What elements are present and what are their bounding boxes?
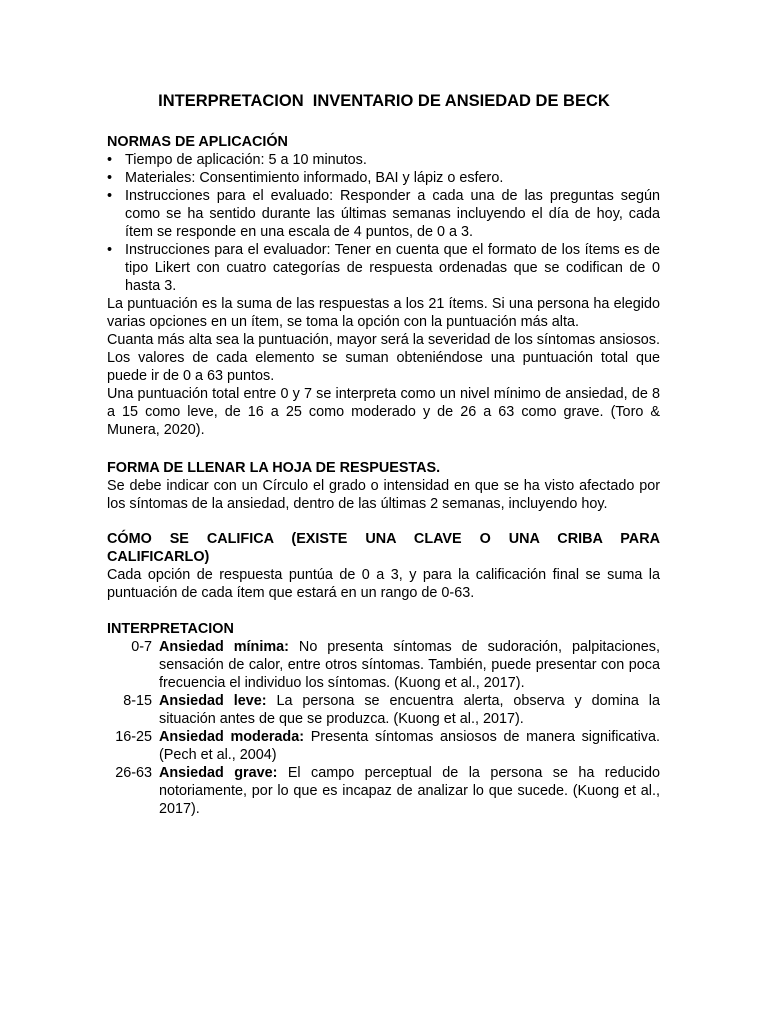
bullet-item: • Instrucciones para el evaluador: Tener en cuenta que el formato de los ítems es de tipo Likert con cuatro categorías de respuesta ordenadas que se codifican de 0 hasta 3.: [107, 241, 660, 295]
score-range: 8-15: [123, 693, 152, 709]
section-forma: [107, 459, 660, 513]
interpretation-row: [107, 764, 660, 818]
section-heading-normas: NORMAS DE APLICACIÓN: [107, 134, 288, 150]
anxiety-level-description: El campo perceptual de la persona se ha reducido notoriamente, por lo que es incapaz de analizar lo que sucede. (Kuong et al., 2017).: [159, 765, 660, 817]
bullet-item: • Materiales: Consentimiento informado, BAI y lápiz o esfero.: [107, 169, 660, 187]
score-range: 0-7: [131, 639, 152, 655]
interpretation-body: [159, 764, 660, 818]
interpretation-body: [159, 728, 660, 764]
section-heading-califica: CÓMO SE CALIFICA (EXISTE UNA CLAVE O UNA CRIBA PARA: [107, 531, 660, 547]
anxiety-level-label: Ansiedad moderada:: [159, 729, 305, 745]
interpretation-row: [107, 692, 660, 728]
anxiety-level-label: Ansiedad grave:: [159, 765, 278, 781]
anxiety-level-description: Presenta síntomas ansiosos de manera significativa. (Pech et al., 2004): [159, 729, 660, 763]
section-heading-interpretacion: INTERPRETACION: [107, 621, 234, 637]
bullet-item: • Tiempo de aplicación: 5 a 10 minutos.: [107, 151, 660, 169]
score-range: 16-25: [115, 729, 152, 745]
paragraph: Cuanta más alta sea la puntuación, mayor será la severidad de los síntomas ansiosos. Los valores de cada elemento se suman obteniéndose una puntuación total que puede ir de 0 a 63 puntos.: [107, 332, 660, 384]
bullet-item: • Instrucciones para el evaluado: Responder a cada una de las preguntas según como se ha sentido durante las últimas semanas incluyendo el día de hoy, cada ítem se responde en una escala de 4 puntos, de 0 a 3.: [107, 187, 660, 241]
paragraph: Cada opción de respuesta puntúa de 0 a 3, y para la calificación final se suma la puntuación de cada ítem que estará en un rango de 0-63.: [107, 567, 660, 601]
section-normas: [107, 133, 660, 439]
anxiety-level-description: La persona se encuentra alerta, observa y domina la situación antes de que se produzca. (Kuong et al., 2017).: [159, 693, 660, 727]
section-heading-califica-cont: CALIFICARLO): [107, 549, 210, 565]
paragraph: Se debe indicar con un Círculo el grado o intensidad en que se ha visto afectado por los síntomas de la ansiedad, dentro de las últimas 2 semanas, incluyendo hoy.: [107, 478, 660, 512]
interpretation-body: [159, 638, 660, 692]
paragraph: La puntuación es la suma de las respuestas a los 21 ítems. Si una persona ha elegido varias opciones en un ítem, se toma la opción con la puntuación más alta.: [107, 296, 660, 330]
section-heading-forma: FORMA DE LLENAR LA HOJA DE RESPUESTAS.: [107, 460, 441, 476]
interpretation-body: [159, 692, 660, 728]
anxiety-level-label: Ansiedad leve:: [159, 693, 267, 709]
section-califica: [107, 530, 660, 602]
interpretation-row: [107, 728, 660, 764]
anxiety-level-description: No presenta síntomas de sudoración, palpitaciones, sensación de calor, entre otros síntomas. También, puede presentar con poca frecuencia el individuo los síntomas. (Kuong et al., 2017).: [159, 639, 661, 691]
document-title: INTERPRETACION INVENTARIO DE ANSIEDAD DE BECK: [158, 92, 610, 110]
score-range: 26-63: [115, 765, 152, 781]
paragraph: Una puntuación total entre 0 y 7 se interpreta como un nivel mínimo de ansiedad, de 8 a 15 como leve, de 16 a 25 como moderado y de 26 a 63 como grave. (Toro & Munera, 2020).: [107, 386, 660, 438]
normas-bullet-list: [107, 151, 660, 295]
section-interpretacion: [107, 620, 660, 818]
anxiety-level-label: Ansiedad mínima:: [159, 639, 289, 655]
interpretation-row: [107, 638, 660, 692]
